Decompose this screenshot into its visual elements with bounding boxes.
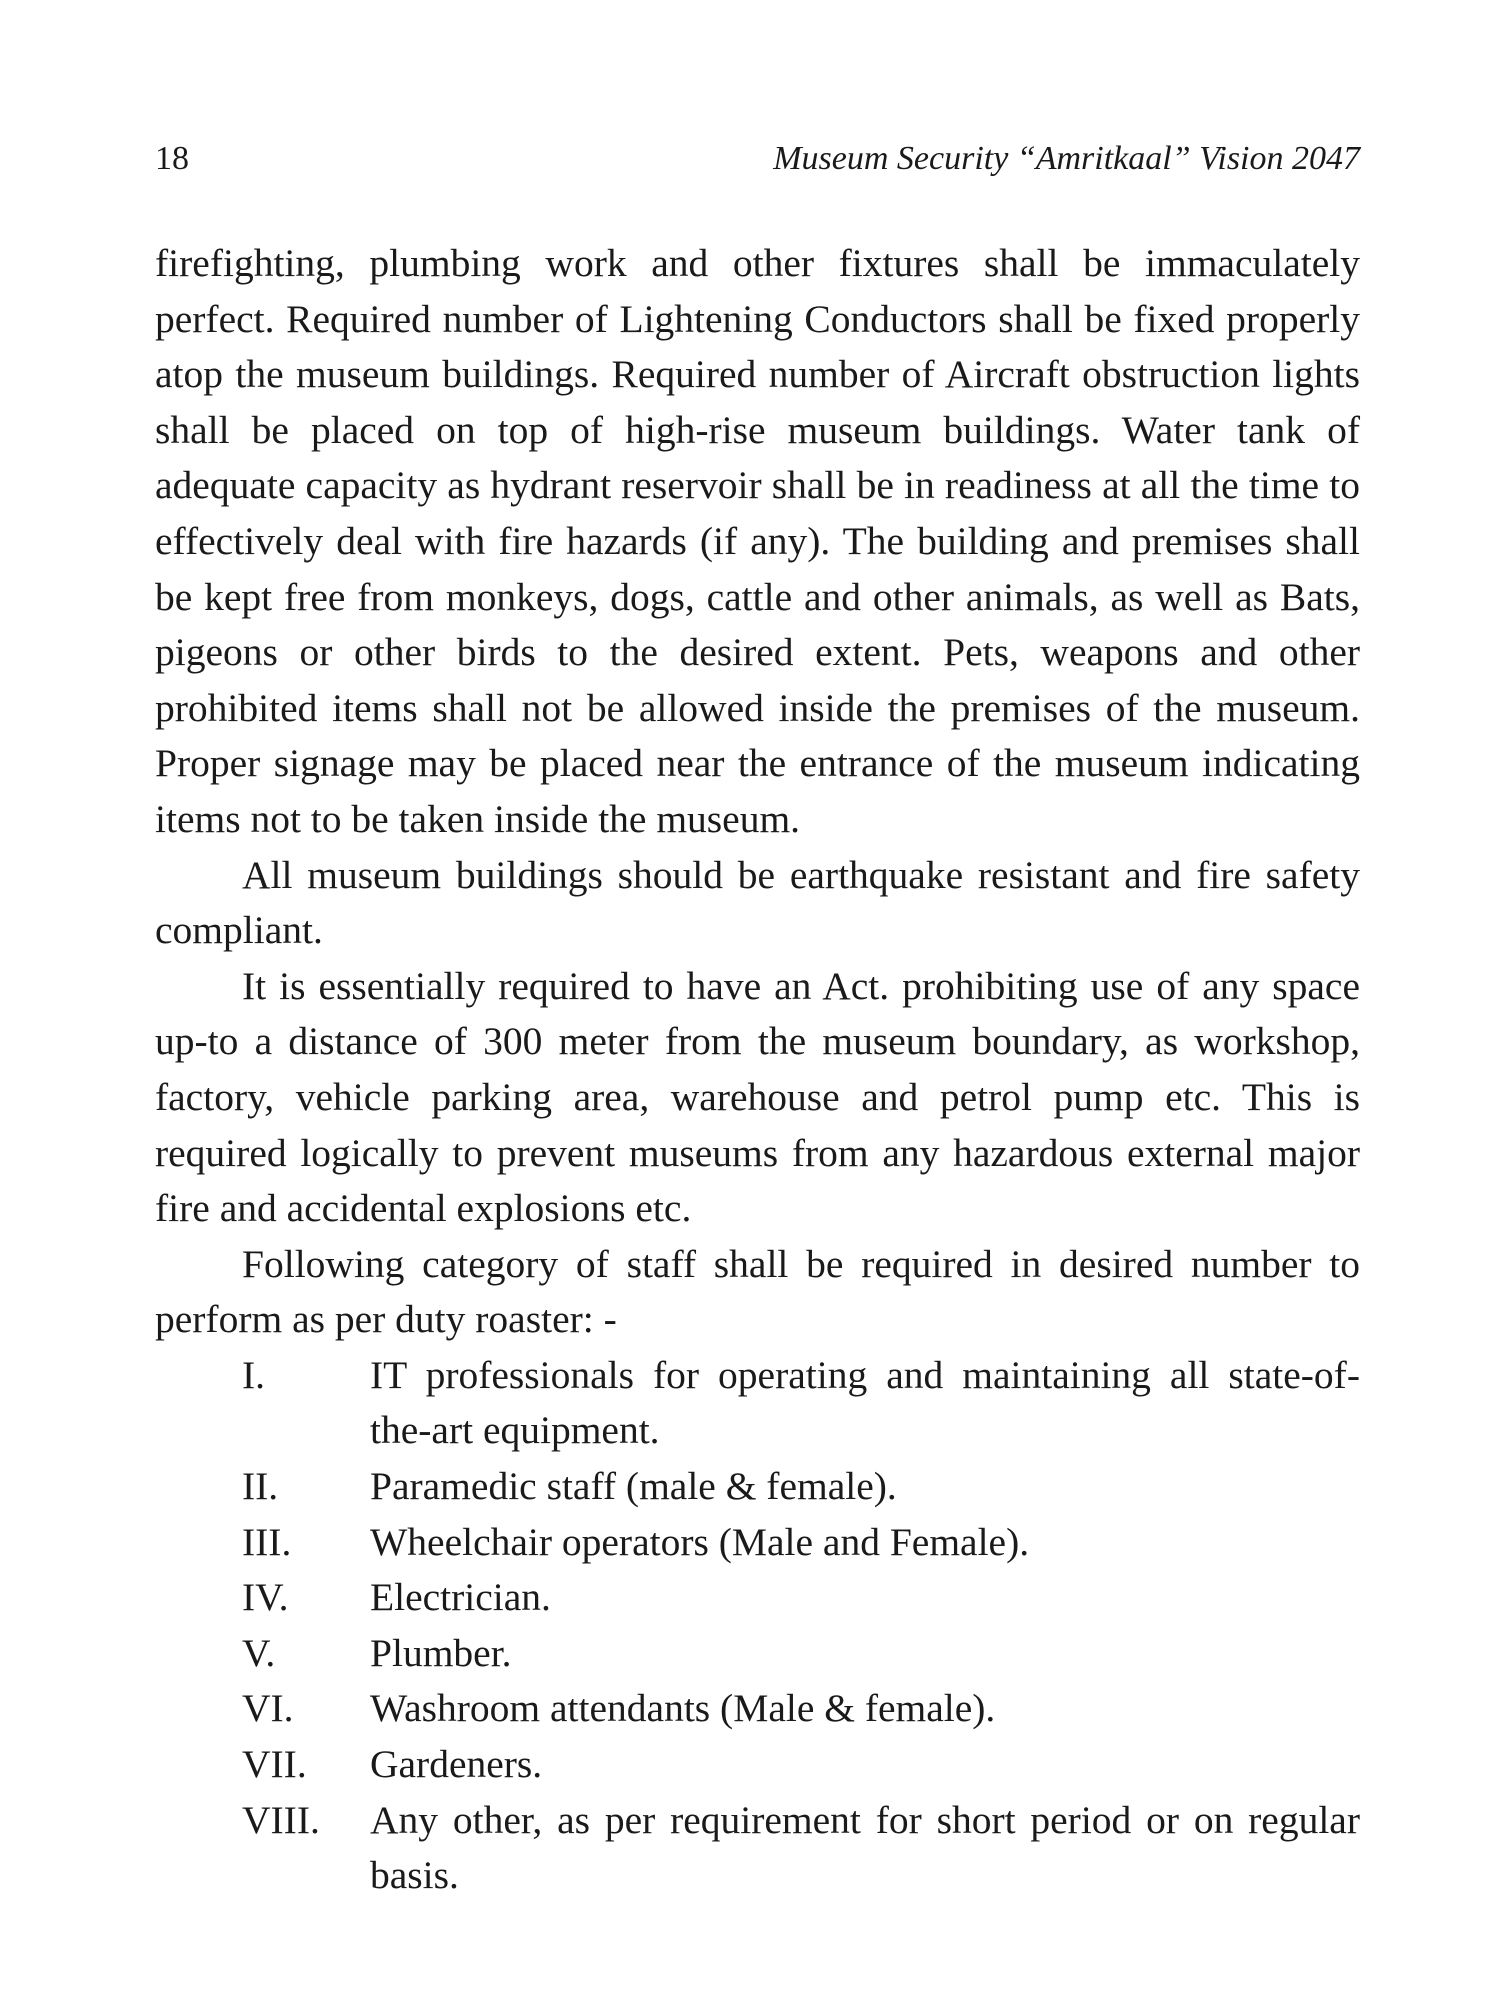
list-item bbox=[155, 1570, 1360, 1626]
list-numeral: III. bbox=[242, 1519, 292, 1564]
running-title: Museum Security “Amritkaal” Vision 2047 bbox=[773, 140, 1360, 177]
list-item-text: Electrician. bbox=[370, 1575, 551, 1620]
list-item-text: Washroom attendants (Male & female). bbox=[370, 1686, 996, 1731]
paragraph: It is essentially required to have an Act. prohibiting use of any space up-to a distance of 300 meter from the museum boundary, as workshop, factory, vehicle parking area, warehouse and petrol pump etc. This is required logically to prevent museums from any hazardous external major fire and accidental explosions etc. bbox=[155, 963, 1360, 1231]
list-item bbox=[155, 1515, 1360, 1571]
list-item bbox=[155, 1737, 1360, 1793]
paragraph: All museum buildings should be earthquake resistant and fire safety compliant. bbox=[155, 852, 1360, 953]
page-header bbox=[155, 140, 1360, 190]
list-item bbox=[155, 1793, 1360, 1904]
list-item-text: Plumber. bbox=[370, 1630, 512, 1675]
list-numeral: VIII. bbox=[242, 1797, 320, 1842]
list-item-text: Gardeners. bbox=[370, 1742, 543, 1787]
page-number: 18 bbox=[155, 140, 189, 177]
list-numeral: I. bbox=[242, 1352, 266, 1397]
staff-list bbox=[155, 1348, 1360, 1904]
list-item bbox=[155, 1459, 1360, 1515]
list-numeral: V. bbox=[242, 1630, 276, 1675]
list-item bbox=[155, 1681, 1360, 1737]
list-item-text: Any other, as per requirement for short period or on regular basis. bbox=[370, 1797, 1360, 1898]
list-item bbox=[155, 1348, 1360, 1459]
list-numeral: VII. bbox=[242, 1742, 307, 1787]
paragraph: firefighting, plumbing work and other fixtures shall be immaculately perfect. Required number of Lightening Conductors shall be fixed properly atop the museum buildings. Required number of Aircraft obstruction lights shall be placed on top of high-rise museum buildings. Water tank of adequate capacity as hydrant reservoir shall be in readiness at all the time to effectively deal with fire hazards (if any). The building and premises shall be kept free from monkeys, dogs, cattle and other animals, as well as Bats, pigeons or other birds to the desired extent. Pets, weapons and other prohibited items shall not be allowed inside the premises of the museum. Proper signage may be placed near the entrance of the museum indicating items not to be taken inside the museum. bbox=[155, 241, 1360, 841]
list-item-text: IT professionals for operating and maintaining all state-of- the-art equipment. bbox=[370, 1352, 1360, 1453]
paragraph: Following category of staff shall be required in desired number to perform as per duty roaster: - bbox=[155, 1241, 1360, 1342]
list-item bbox=[155, 1626, 1360, 1682]
list-numeral: VI. bbox=[242, 1686, 294, 1731]
body-text bbox=[155, 236, 1360, 1904]
list-numeral: II. bbox=[242, 1464, 279, 1509]
list-item-text: Wheelchair operators (Male and Female). bbox=[370, 1519, 1030, 1564]
list-numeral: IV. bbox=[242, 1575, 289, 1620]
list-item-text: Paramedic staff (male & female). bbox=[370, 1464, 897, 1509]
